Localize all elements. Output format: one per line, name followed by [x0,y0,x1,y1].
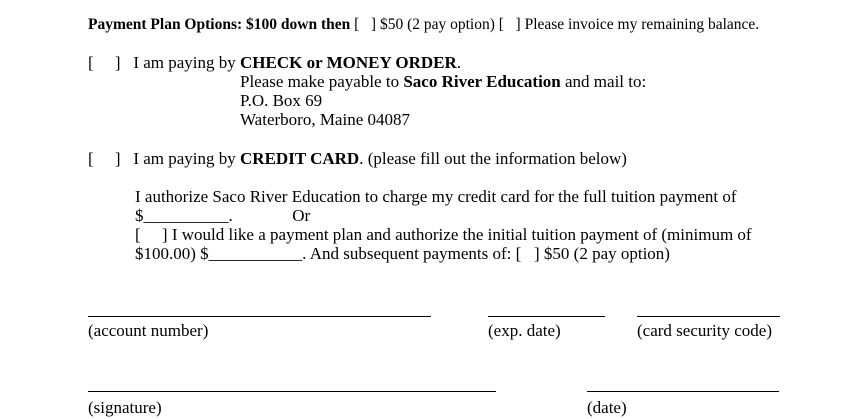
card-security-code-label: (card security code) [637,321,772,340]
check-option-prefix: [ ] I am paying by [88,53,241,72]
credit-method-label: CREDIT CARD [240,149,360,168]
payment-plan-header [88,17,759,33]
card-security-code-field[interactable] [637,316,780,317]
signature-field[interactable] [88,391,496,392]
signature-label: (signature) [88,398,162,417]
date-field[interactable] [587,391,779,392]
check-period: . [456,53,462,72]
payment-plan-options-text: [ ] $50 (2 pay option) [ ] Please invoice my remaining balance. [350,16,760,33]
payment-plan-authorization-line: [ ] I would like a payment plan and authorize the initial tuition payment of (minimum of [135,225,752,244]
account-number-label: (account number) [88,321,209,340]
check-payable-line [240,73,646,90]
payable-suffix: and mail to: [560,72,647,91]
mailing-address-line-2: Waterboro, Maine 04087 [240,110,410,129]
payable-prefix: Please make payable to [240,72,404,91]
subsequent-payments-line: $100.00) $___________. And subsequent payments of: [ ] $50 (2 pay option) [135,244,670,263]
full-payment-amount-line: $__________. Or [135,206,311,225]
credit-card-option-line [88,150,627,167]
authorization-text: I authorize Saco River Education to charge my credit card for the full tuition payment of [135,187,737,206]
payment-plan-options-label: Payment Plan Options: $100 down then [88,16,351,33]
date-label: (date) [587,398,627,417]
exp-date-label: (exp. date) [488,321,561,340]
exp-date-field[interactable] [488,316,605,317]
mailing-address-line-1: P.O. Box 69 [240,91,323,110]
credit-option-suffix: . (please fill out the information below) [359,149,627,168]
credit-option-prefix: [ ] I am paying by [88,149,241,168]
check-method-label: CHECK or MONEY ORDER [240,53,457,72]
payee-name: Saco River Education [403,72,561,91]
account-number-field[interactable] [88,316,431,317]
check-option-line [88,54,461,71]
